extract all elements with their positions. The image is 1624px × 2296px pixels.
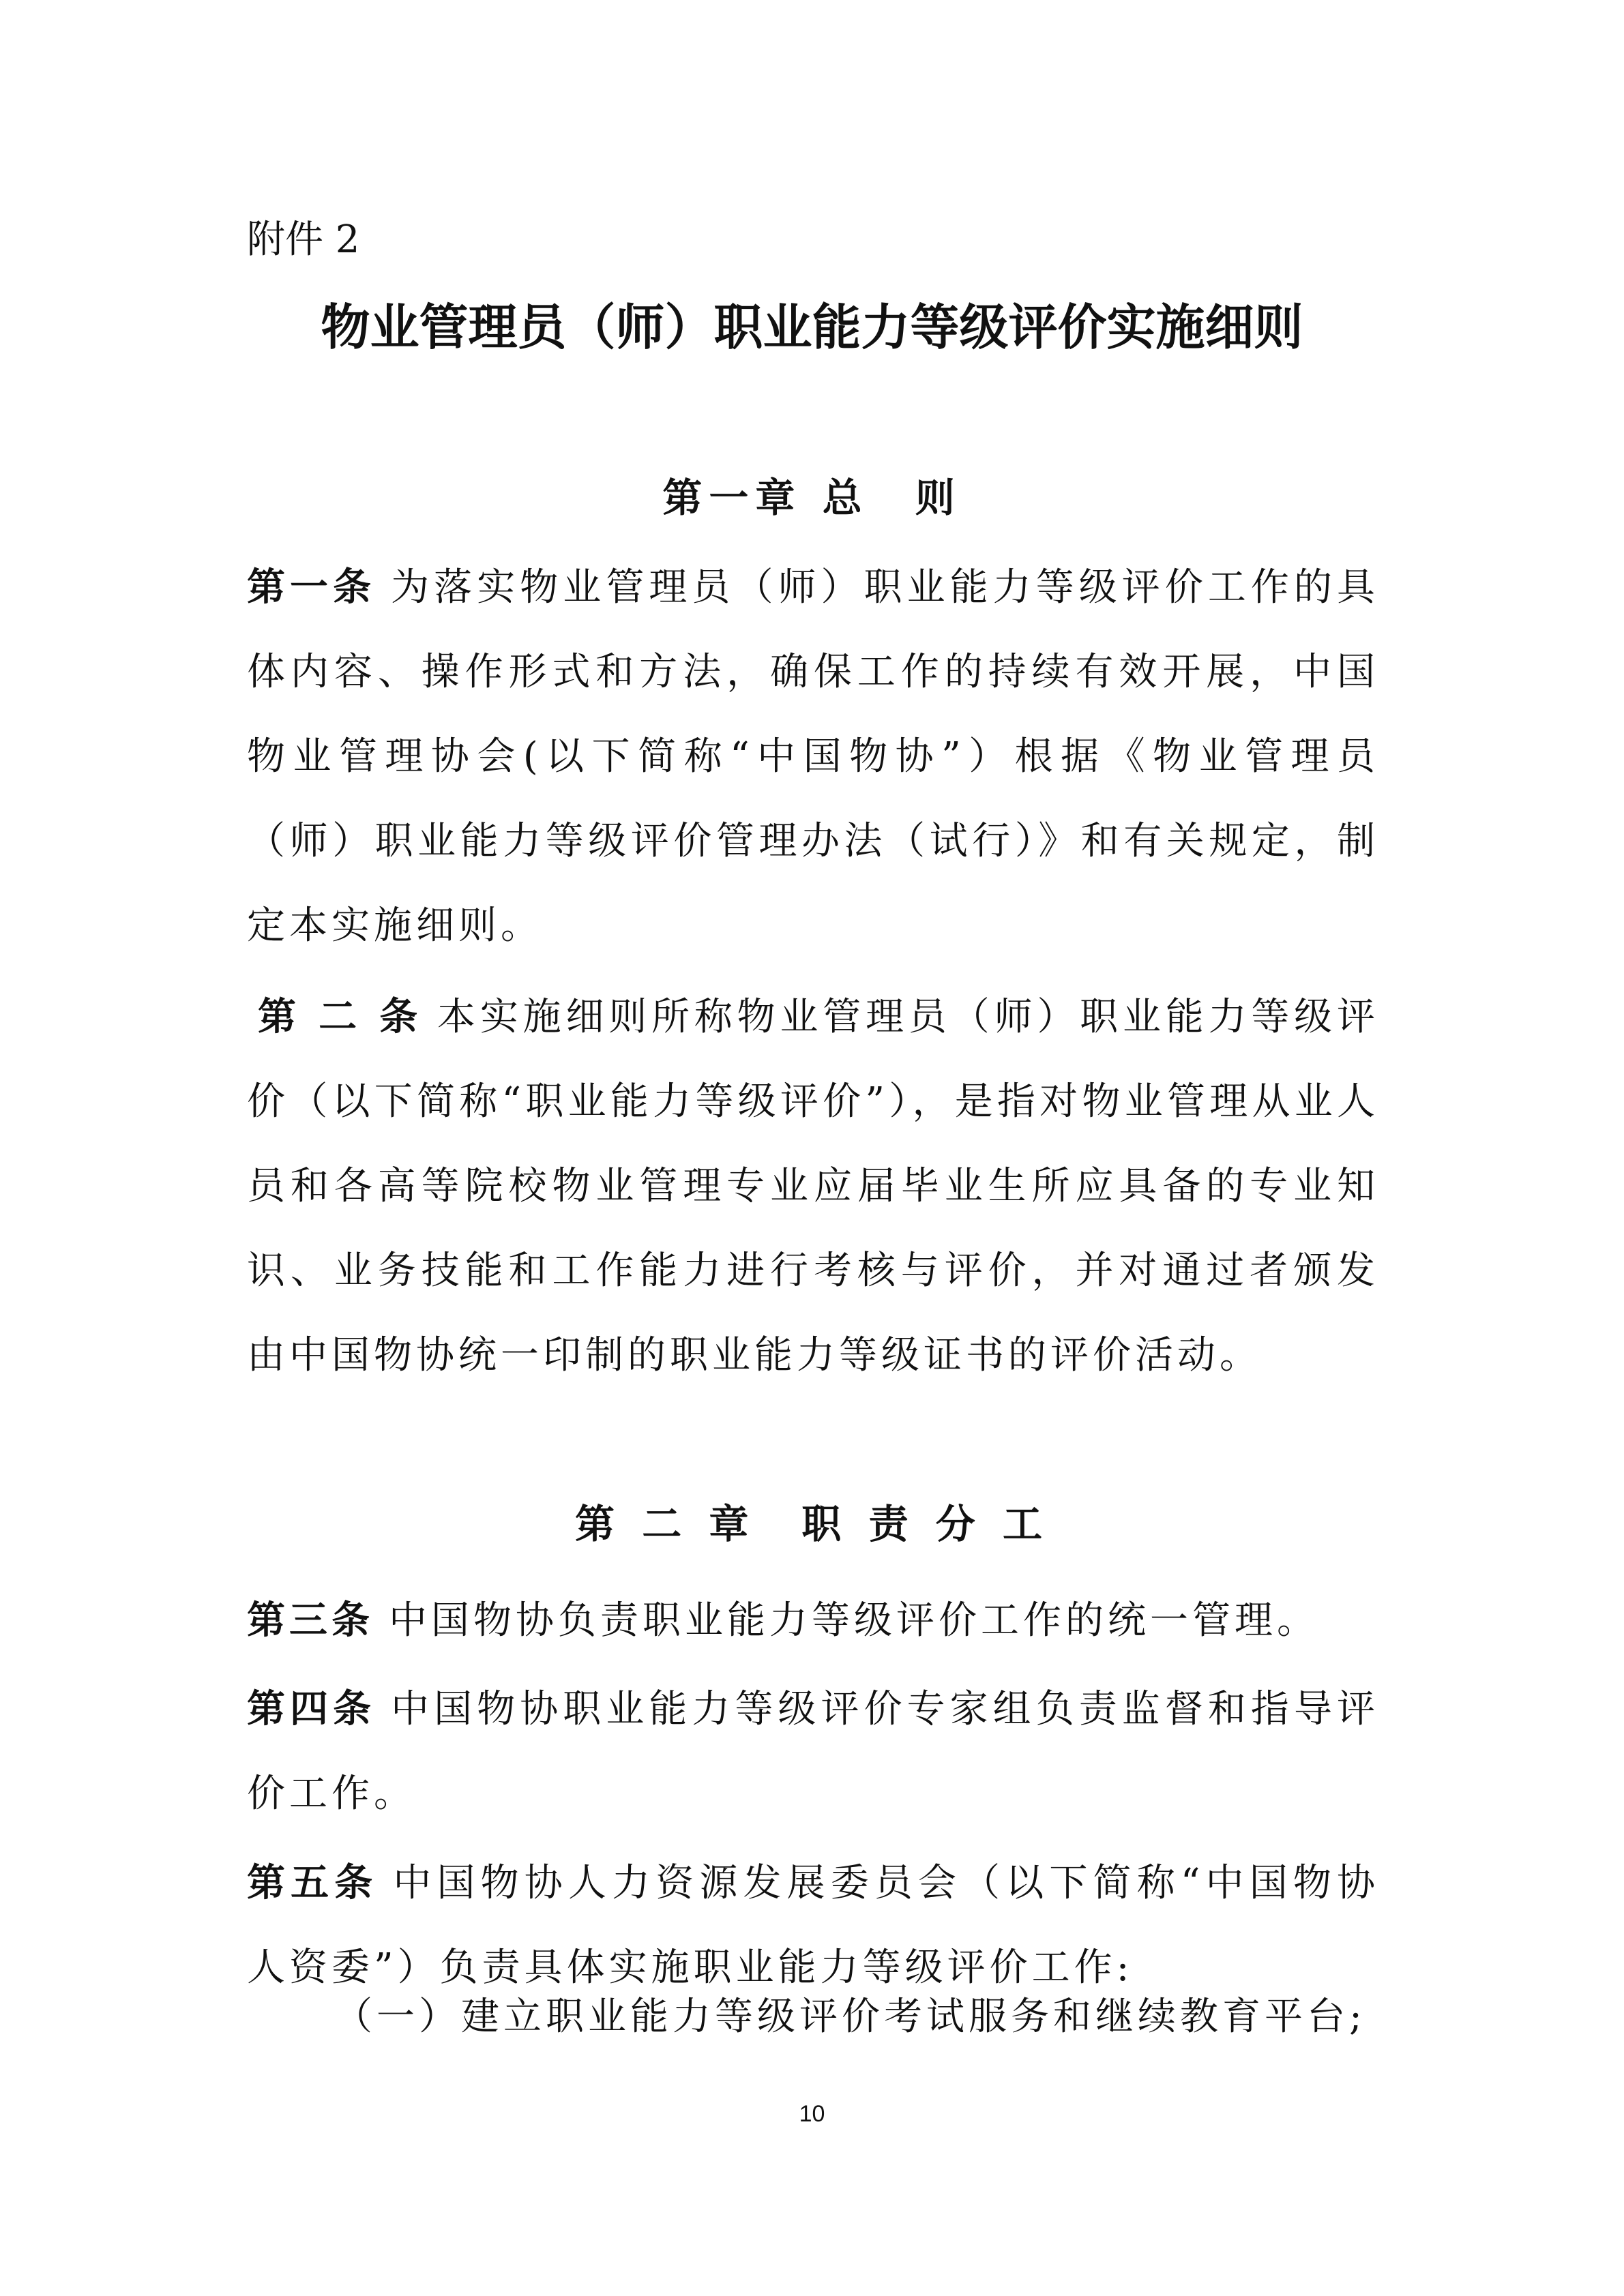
chapter-heading: 第 二 章 职 责 分 工 xyxy=(575,1501,1049,1547)
chapter-heading: 第一章 总 则 xyxy=(662,475,962,521)
article-text: 中国物协人力资源发展委员会（以下简称“中国物协人资委”）负责具体实施职业能力等级评价工作: xyxy=(247,1861,1379,1990)
article-text: 中国物协职业能力等级评价专家组负责监督和指导评价工作。 xyxy=(247,1687,1380,1816)
attachment-label: 附件 2 xyxy=(247,218,360,262)
article-paragraph xyxy=(247,1667,1379,1836)
article-number: 第一条 xyxy=(247,565,377,610)
article-text: 为落实物业管理员（师）职业能力等级评价工作的具体内容、操作形式和方法，确保工作的持续有效开展，中国物业管理协会(以下简称“中国物协”）根据《物业管理员（师）职业能力等级评价管理办法（试行）》和有关规定，制定本实施细则。 xyxy=(247,565,1380,948)
article-text: 中国物协负责职业能力等级评价工作的统一管理。 xyxy=(389,1598,1319,1643)
list-item: （一）建立职业能力等级评价考试服务和继续教育平台; xyxy=(334,1995,1366,2039)
page-number: 10 xyxy=(799,2101,825,2127)
document-title: 物业管理员（师）职业能力等级评价实施细则 xyxy=(321,299,1303,356)
article-paragraph xyxy=(247,1579,1379,1663)
article-text: 本实施细则所称物业管理员（师）职业能力等级评价（以下简称“职业能力等级评价”），是指对物业管理从业人员和各高等院校物业管理专业应届毕业生所应具备的专业知识、业务技能和工作能力进行考核与评价，并对通过者颁发由中国物协统一印制的职业能力等级证书的评价活动。 xyxy=(247,995,1379,1377)
article-paragraph xyxy=(247,1841,1379,2010)
article-paragraph xyxy=(247,975,1379,1398)
article-number: 第五条 xyxy=(247,1861,379,1905)
article-number: 第三条 xyxy=(247,1598,374,1643)
article-paragraph xyxy=(247,546,1379,968)
article-number: 第 二 条 xyxy=(258,995,423,1039)
article-number: 第四条 xyxy=(247,1687,377,1731)
